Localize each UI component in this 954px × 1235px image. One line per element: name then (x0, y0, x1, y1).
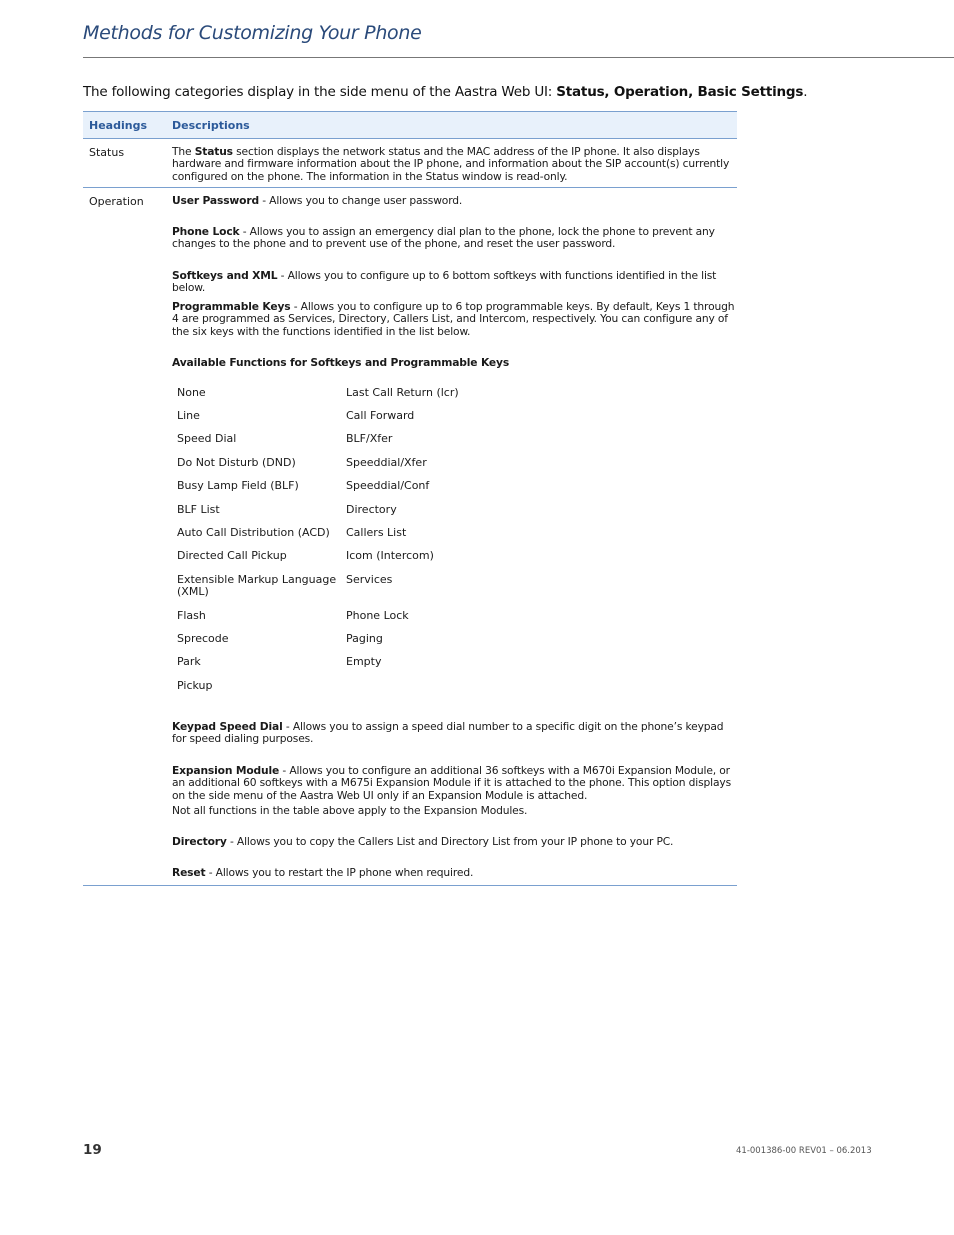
function-item: None (177, 386, 206, 399)
function-item: Call Forward (346, 409, 415, 422)
function-item: BLF List (177, 503, 220, 516)
reset-term: Reset (172, 866, 206, 879)
function-item: Auto Call Distribution (ACD) (177, 526, 330, 539)
function-item: Busy Lamp Field (BLF) (177, 479, 299, 492)
directory-description (172, 836, 737, 848)
table-row-status (83, 139, 737, 188)
row-heading-operation: Operation (89, 195, 144, 208)
user-password-term: User Password (172, 194, 259, 207)
intro-end: . (803, 84, 808, 100)
function-item: Speeddial/Conf (346, 479, 430, 492)
reset-description (172, 867, 737, 879)
directory-term: Directory (172, 835, 227, 848)
function-item: BLF/Xfer (346, 432, 393, 445)
status-desc-bold: Status (194, 145, 233, 158)
document-reference: 41-001386-00 REV01 – 06.2013 (736, 1146, 872, 1156)
function-item: Park (177, 655, 201, 668)
status-desc-text: section displays the network status and the MAC address of the IP phone. It also displays hardware and firmware information about the IP phone, and information about the SIP account(s) currently configured on the phone. The information in the Status window is read-only. (172, 145, 730, 183)
page-number: 19 (83, 1142, 102, 1158)
function-item: Pickup (177, 679, 213, 692)
expansion-module-note: Not all functions in the table above apply to the Expansion Modules. (172, 804, 528, 817)
function-item: Sprecode (177, 632, 229, 645)
categories-table (83, 111, 737, 886)
status-description (172, 146, 737, 183)
expansion-module-term: Expansion Module (172, 764, 280, 777)
function-item: Flash (177, 609, 206, 622)
intro-text: The following categories display in the side menu of the Aastra Web UI: (83, 84, 557, 100)
function-item: Phone Lock (346, 609, 409, 622)
column-header-descriptions: Descriptions (172, 119, 250, 132)
directory-text: - Allows you to copy the Callers List and Directory List from your IP phone to your PC. (226, 835, 674, 848)
programmable-keys-text: - Allows you to configure up to 6 top programmable keys. By default, Keys 1 through 4 are programmed as Services, Directory, Callers List, and Intercom, respectively. You can configure any of the six keys with the functions identified in the list below. (172, 300, 735, 338)
keypad-speed-dial-term: Keypad Speed Dial (172, 720, 283, 733)
row-heading-status: Status (89, 146, 125, 159)
expansion-module-description (172, 765, 737, 802)
programmable-keys-term: Programmable Keys (172, 300, 291, 313)
user-password-description (172, 195, 737, 207)
user-password-text: - Allows you to change user password. (258, 194, 463, 207)
phone-lock-description (172, 226, 737, 251)
function-item: Do Not Disturb (DND) (177, 456, 296, 469)
softkeys-xml-description (172, 270, 737, 295)
functions-heading-text: Available Functions for Softkeys and Programmable Keys (172, 356, 510, 369)
functions-heading (172, 357, 737, 369)
keypad-speed-dial-text: - Allows you to assign a speed dial number to a specific digit on the phone’s keypad for speed dialing purposes. (172, 720, 724, 746)
programmable-keys-description (172, 301, 737, 338)
phone-lock-term: Phone Lock (172, 225, 240, 238)
function-item: Directory (346, 503, 397, 516)
intro-paragraph (83, 84, 807, 100)
table-header (83, 111, 737, 139)
expansion-module-text: - Allows you to configure an additional 36 softkeys with a M670i Expansion Module, or an additional 60 softkeys with a M675i Expansion Module if it is attached to the phone. This option displays on the side menu of the Aastra Web UI only if an Expansion Module is attached. (172, 764, 731, 802)
keypad-speed-dial-description (172, 721, 737, 746)
page-title: Methods for Customizing Your Phone (83, 22, 422, 44)
function-item: Speed Dial (177, 432, 237, 445)
function-item: Extensible Markup Language (XML) (177, 573, 337, 598)
table-row-operation (83, 188, 737, 886)
function-item: Speeddial/Xfer (346, 456, 427, 469)
softkeys-xml-text: - Allows you to configure up to 6 bottom softkeys with functions identified in the list below. (172, 269, 717, 295)
intro-bold: Status, Operation, Basic Settings (556, 84, 804, 100)
status-desc-pre: The (172, 145, 195, 158)
function-item: Icom (Intercom) (346, 549, 434, 562)
phone-lock-text: - Allows you to assign an emergency dial plan to the phone, lock the phone to prevent any changes to the phone and to prevent use of the phone, and reset the user password. (172, 225, 715, 251)
reset-text: - Allows you to restart the IP phone when required. (205, 866, 474, 879)
title-divider (83, 57, 954, 58)
function-item: Directed Call Pickup (177, 549, 287, 562)
function-item: Line (177, 409, 200, 422)
function-item: Callers List (346, 526, 407, 539)
column-header-headings: Headings (89, 119, 147, 132)
function-item: Paging (346, 632, 383, 645)
function-item: Empty (346, 655, 382, 668)
softkeys-xml-term: Softkeys and XML (172, 269, 278, 282)
function-item: Services (346, 573, 393, 586)
function-item: Last Call Return (lcr) (346, 386, 459, 399)
